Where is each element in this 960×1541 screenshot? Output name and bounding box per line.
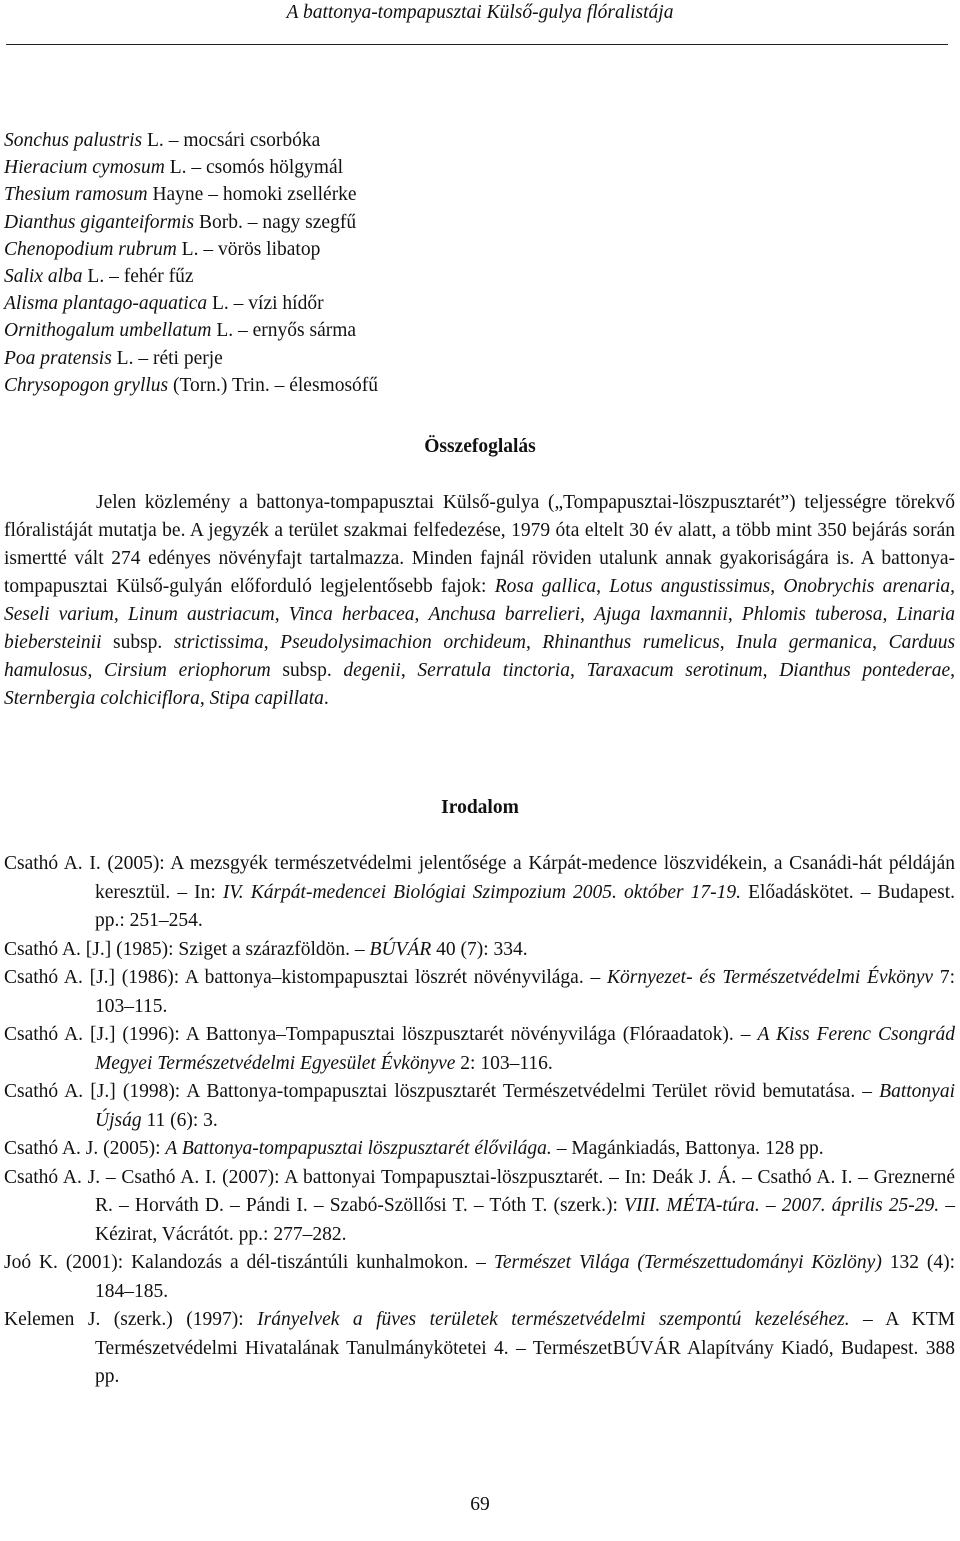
text-run: , [950, 576, 956, 597]
italic-text: Rhinanthus rumelicus [542, 632, 720, 653]
text-run: – A KTM Természetvédelmi Hivatalának Tanulmánykötetei 4. – TermészetBÚVÁR Alapítvány Kiadó, Budapest. 388 pp. [95, 1309, 956, 1387]
species-entry [4, 154, 944, 181]
text-run: Csathó A. I. (2005): A mezsgyék természetvédelmi jelentősége a Kárpát-medence löszvidékein, a Csanádi-hát példáján keresztül. – In: [4, 853, 955, 903]
reference-entry [4, 964, 955, 1021]
italic-text: Anchusa barrelieri [428, 604, 581, 625]
italic-text: Természet Világa (Természettudományi Közlöny) [493, 1252, 882, 1273]
italic-text: Ajuga laxmannii [594, 604, 728, 625]
running-header: A battonya-tompapusztai Külső-gulya flóralistája [286, 2, 674, 23]
species-latin-name: Hieracium cymosum [4, 157, 165, 179]
text-run: subsp. [270, 660, 344, 681]
text-run: subsp. [101, 632, 174, 653]
species-author: L. [164, 157, 187, 179]
species-latin-name: Alisma plantago-aquatica [4, 293, 208, 315]
text-run: , [882, 604, 897, 625]
species-author: Hayne [147, 184, 204, 206]
species-author: L. [142, 130, 164, 151]
italic-text: Lotus angustissimus [609, 576, 771, 597]
reference-entry [4, 936, 955, 965]
italic-text: Környezet- és Természetvédelmi Évkönyv [607, 967, 934, 988]
text-run: 11 (6): 3. [141, 1109, 218, 1131]
reference-entry [4, 850, 955, 936]
italic-text: Sternbergia colchiciflora [4, 688, 200, 709]
text-run: Csathó A. [J.] (1996): A Battonya–Tompapusztai löszpusztarét növényvilága (Flóraadatok). – [4, 1024, 758, 1045]
reference-list [4, 850, 955, 1392]
species-common-name: – nagy szegfű [242, 211, 357, 233]
reference-entry [4, 1135, 955, 1164]
text-run: , [263, 632, 281, 653]
species-common-name: – mocsári csorbóka [163, 130, 321, 151]
summary-heading: Összefoglalás [424, 436, 536, 457]
text-run: , [400, 660, 418, 681]
text-run: , [569, 660, 587, 681]
species-common-name: – vörös libatop [198, 238, 321, 260]
text-run: , [770, 576, 784, 597]
text-run: , [274, 604, 289, 625]
species-latin-name: Chrysopogon gryllus [4, 374, 169, 396]
text-run: , [526, 632, 543, 653]
italic-text: IV. Kárpát-medencei Biológiai Szimpozium 2005. október 17-19. [222, 881, 741, 903]
text-run: . [323, 688, 329, 709]
italic-text: A Kiss Ferenc Csongrád Megyei Természetvédelmi Egyesület Évkönyve [95, 1024, 955, 1074]
species-entry [4, 263, 944, 290]
species-author: L. [211, 320, 234, 342]
species-latin-name: Ornithogalum umbellatum [4, 320, 212, 342]
italic-text: Vinca herbacea [288, 604, 415, 625]
italic-text: Dianthus pontederae [779, 660, 951, 681]
text-run: , [596, 576, 610, 597]
header-rule [6, 44, 948, 45]
text-run: Csathó A. [J.] (1998): A Battonya-tompapusztai löszpusztarét Természetvédelmi Terület rövid bemutatása. – [4, 1081, 880, 1102]
text-run: – Magánkiadás, Battonya. 128 pp. [551, 1138, 824, 1159]
page-number: 69 [470, 1494, 490, 1515]
italic-text: Serratula tinctoria [417, 660, 570, 681]
species-common-name: – réti perje [133, 347, 223, 369]
text-run: , [872, 632, 889, 653]
text-run: , [762, 660, 780, 681]
species-common-name: – vízi hídőr [228, 293, 324, 315]
species-entry [4, 345, 944, 372]
italic-text: Inula germanica [736, 632, 873, 653]
species-author: L. [111, 347, 134, 369]
text-run: , [950, 660, 956, 681]
species-author: L. [176, 238, 199, 260]
text-run: Csathó A. [J.] (1986): A battonya–kistompapusztai löszrét növényvilága. – [4, 967, 607, 988]
species-latin-name: Chenopodium rubrum [4, 238, 177, 260]
text-run: Csathó A. J. – Csathó A. I. (2007): A battonyai Tompapusztai-löszpusztarét. – In: Deák J. Á. – Csathó A. I. – Greznerné R. – Horváth D. – Pándi I. – Szabó-Szöllősi T. – Tóth T. (szerk.): [4, 1166, 955, 1216]
text-run: 2: 103–116. [455, 1052, 553, 1074]
reference-entry [4, 1078, 955, 1135]
text-run: Csathó A. [J.] (1985): Sziget a szárazföldön. – [4, 938, 370, 960]
summary-paragraph [4, 489, 955, 713]
species-author: Borb. [194, 211, 243, 233]
text-run: 7: 103–115. [95, 967, 955, 1017]
italic-text: degenii [343, 660, 401, 681]
italic-text: Stipa capillata [209, 688, 324, 709]
species-entry [4, 236, 944, 263]
italic-text: Linaria biebersteinii [4, 604, 956, 653]
species-latin-name: Sonchus palustris [4, 130, 143, 151]
text-run: , [87, 660, 105, 681]
italic-text: Seseli varium [4, 604, 114, 625]
species-entry [4, 127, 944, 154]
text-run: Előadáskötet. – Budapest. pp.: 251–254. [95, 881, 955, 931]
species-common-name: – élesmosófű [269, 374, 379, 396]
species-entry [4, 181, 944, 208]
references-heading: Irodalom [441, 797, 519, 818]
reference-entry [4, 1306, 955, 1392]
species-common-name: – homoki zsellérke [203, 184, 357, 206]
italic-text: A Battonya-tompapusztai löszpusztarét élővilága. [165, 1138, 552, 1159]
species-latin-name: Thesium ramosum [4, 184, 148, 206]
species-list [4, 127, 944, 399]
italic-text: VIII. MÉTA-túra. – 2007. április 25-29. [624, 1195, 940, 1216]
italic-text: Pseudolysimachion orchideum [280, 632, 527, 653]
italic-text: Phlomis tuberosa [741, 604, 883, 625]
text-run: , [199, 688, 210, 709]
species-author: L. [207, 293, 229, 315]
text-run: Kelemen J. (szerk.) (1997): [4, 1309, 258, 1330]
text-run: 132 (4): 184–185. [95, 1252, 956, 1302]
species-entry [4, 209, 944, 236]
italic-text: strictissima [173, 632, 264, 653]
reference-entry [4, 1021, 955, 1078]
text-run: , [414, 604, 429, 625]
italic-text: Cirsium eriophorum [104, 660, 271, 681]
text-run: , [580, 604, 595, 625]
italic-text: Linum austriacum [127, 604, 275, 625]
italic-text: BÚVÁR [369, 938, 432, 960]
species-entry [4, 290, 944, 317]
text-run: , [727, 604, 742, 625]
species-common-name: – fehér fűz [104, 266, 194, 288]
text-run: Jelen közlemény a battonya-tompapusztai Külső-gulya („Tompapusztai-löszpusztarét”) teljességre törekvő flóralistáját mutatja be. A jegyzék a terület szakmai felfedezése, 1979 óta eltelt 30 év alatt, a több mint 350 bejárás során ismertté vált 274 edényes növényfajt tartalmazza. Minden fajnál röviden utalunk annak gyakoriságára is. A battonya-tompapusztai Külső-gulyán előforduló legjelentősebb fajok: [4, 492, 955, 597]
species-common-name: – csomós hölgymál [186, 157, 344, 179]
species-latin-name: Poa pratensis [4, 347, 112, 369]
text-run: , [113, 604, 128, 625]
species-latin-name: Dianthus giganteiformis [4, 211, 195, 233]
reference-entry [4, 1249, 955, 1306]
species-author: L. [82, 266, 105, 288]
text-run: , [719, 632, 737, 653]
italic-text: Taraxacum serotinum [586, 660, 763, 681]
species-entry [4, 372, 944, 399]
species-latin-name: Salix alba [4, 266, 83, 288]
italic-text: Irányelvek a füves területek természetvédelmi szempontú kezeléséhez. [257, 1309, 850, 1330]
species-common-name: – ernyős sárma [233, 320, 357, 342]
italic-text: Battonyai Újság [95, 1081, 955, 1131]
italic-text: Rosa gallica [494, 576, 597, 597]
species-author: (Torn.) Trin. [168, 374, 270, 396]
text-run: – Kézirat, Vácrátót. pp.: 277–282. [95, 1195, 956, 1245]
text-run: Csathó A. J. (2005): [4, 1138, 166, 1159]
italic-text: Carduus hamulosus [4, 632, 956, 681]
species-entry [4, 317, 944, 344]
text-run: Joó K. (2001): Kalandozás a dél-tiszántúli kunhalmokon. – [4, 1252, 494, 1273]
text-run: 40 (7): 334. [431, 938, 528, 960]
reference-entry [4, 1164, 955, 1250]
italic-text: Onobrychis arenaria [783, 576, 951, 597]
